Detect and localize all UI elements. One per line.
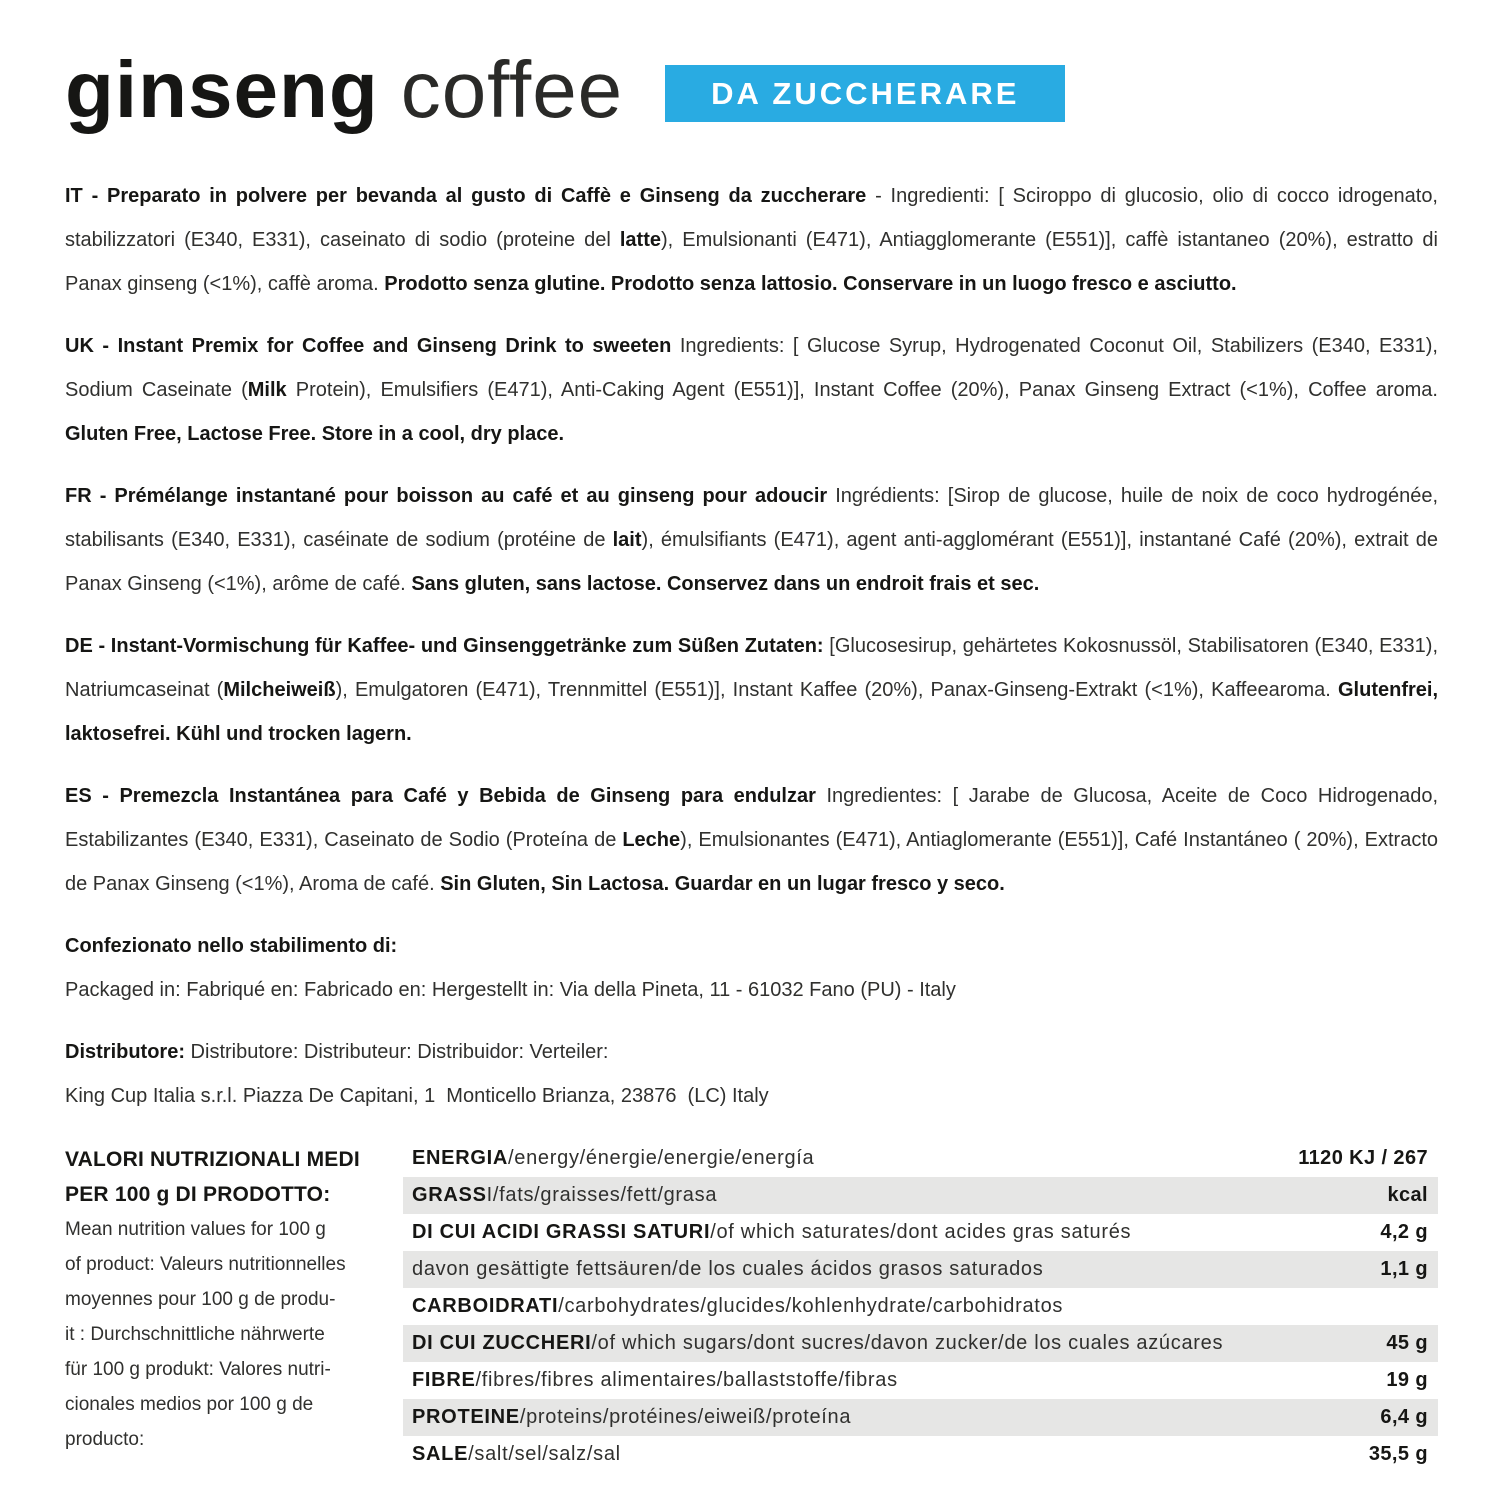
nutrition-row-label-light: /of which sugars/dont sucres/davon zucker/de los cuales azúcares — [591, 1332, 1224, 1354]
nutrition-row-label-light: /fibres/fibres alimentaires/ballaststoffe/fibras — [475, 1369, 898, 1391]
nutrition-row-value: 6,4 g — [1380, 1406, 1428, 1428]
product-title-secondary: coffee — [400, 45, 624, 134]
nutrition-row-label-light: I/fats/graisses/fett/grasa — [486, 1184, 718, 1206]
text-segment: [Glucosesirup, gehärtetes Kokosnussöl, Stabilisatoren (E340, E331), Natriumcaseinat ( — [65, 635, 1444, 701]
nutrition-row-label — [412, 1147, 814, 1170]
sweeten-badge: DA ZUCCHERARE — [665, 65, 1065, 122]
nutrition-row-value: 35,5 g — [1368, 1443, 1428, 1465]
nutrition-row-label-bold: DI CUI ACIDI GRASSI SATURI — [412, 1221, 711, 1243]
text-segment: Sin Gluten, Sin Lactosa. Guardar en un lugar fresco y seco. — [440, 873, 1005, 895]
nutrition-row-label-light: /of which saturates/dont acides gras saturés — [710, 1221, 1132, 1243]
nutrition-row-value: 1,1 g — [1380, 1258, 1428, 1280]
text-segment: Glutenfrei, laktosefrei. Kühl und trocken lagern. — [65, 679, 1444, 745]
packaging-block — [65, 924, 1438, 1012]
text-segment: Ingrédients: [Sirop de glucose, huile de noix de coco hydrogénée, stabilisants (E340, E331), caséinate de sodium (protéine de — [65, 485, 1444, 551]
nutrition-left-text-line: of product: Valeurs nutritionnelles — [65, 1254, 346, 1275]
nutrition-row-value: 45 g — [1386, 1332, 1428, 1354]
product-title — [65, 42, 623, 138]
distributor-heading — [65, 1030, 1438, 1074]
text-segment: Ingredients: [ Glucose Syrup, Hydrogenated Coconut Oil, Stabilizers (E340, E331), Sodium Caseinate ( — [65, 335, 1444, 401]
text-segment: ), Emulsionantes (E471), Antiaglomerante (E551)], Café Instantáneo ( 20%), Extracto de Panax Ginseng (<1%), Aroma de café. — [65, 829, 1444, 895]
nutrition-row-saturi-2 — [403, 1251, 1438, 1288]
nutrition-left-text-line: Mean nutrition values for 100 g — [65, 1219, 326, 1240]
nutrition-row-label-light: /carbohydrates/glucides/kohlenhydrate/carbohidratos — [558, 1295, 1064, 1317]
distributor-address: King Cup Italia s.r.l. Piazza De Capitani, 1 Monticello Brianza, 23876 (LC) Italy — [65, 1085, 769, 1107]
nutrition-row-label-bold: FIBRE — [412, 1369, 476, 1391]
nutrition-row-label — [412, 1406, 851, 1429]
text-segment: IT - Preparato in polvere per bevanda al gusto di Caffè e Ginseng da zuccherare — [65, 185, 867, 207]
nutrition-row-label — [412, 1221, 1131, 1244]
nutrition-row-label — [412, 1369, 898, 1392]
nutrition-row-grassi — [403, 1177, 1438, 1214]
ingredients-paragraph-de — [65, 624, 1444, 756]
ingredients-section — [65, 174, 1444, 906]
nutrition-row-proteine — [403, 1399, 1438, 1436]
nutrition-row-energia — [403, 1140, 1438, 1177]
packaging-heading-text: Confezionato nello stabilimento di: — [65, 935, 398, 957]
text-segment: Protein), Emulsifiers (E471), Anti-Caking Agent (E551)], Instant Coffee (20%), Panax Ginseng Extract (<1%), Coffee aroma. — [286, 379, 1444, 401]
nutrition-left-text-line: it : Durchschnittliche nährwerte — [65, 1324, 325, 1345]
nutrition-row-carboidrati — [403, 1288, 1438, 1325]
ingredients-paragraph-fr — [65, 474, 1444, 606]
distributor-block — [65, 1030, 1438, 1118]
text-segment: Gluten Free, Lactose Free. Store in a cool, dry place. — [65, 423, 565, 445]
text-segment: UK - Instant Premix for Coffee and Ginseng Drink to sweeten — [65, 335, 672, 357]
nutrition-row-label-bold: ENERGIA — [412, 1147, 509, 1169]
text-segment: FR - Prémélange instantané pour boisson au café et au ginseng pour adoucir — [65, 485, 828, 507]
text-segment: Sans gluten, sans lactose. Conservez dans un endroit frais et sec. — [411, 573, 1040, 595]
nutrition-row-label-bold: SALE — [412, 1443, 469, 1465]
nutrition-row-label-bold: PROTEINE — [412, 1406, 520, 1428]
nutrition-left-text-line: für 100 g produkt: Valores nutri- — [65, 1359, 331, 1380]
text-segment: lait — [612, 529, 642, 551]
ingredients-paragraph-it — [65, 174, 1444, 306]
distributor-heading-rest: Distributore: Distributeur: Distribuidor: Verteiler: — [185, 1041, 609, 1063]
text-segment: Leche — [622, 829, 681, 851]
nutrition-row-label-bold: GRASS — [412, 1184, 487, 1206]
nutrition-row-label — [412, 1184, 717, 1207]
nutrition-left-text-line: producto: — [65, 1429, 145, 1450]
nutrition-row-label — [412, 1332, 1223, 1355]
text-segment: ), Emulgatoren (E471), Trennmittel (E551)], Instant Kaffee (20%), Panax-Ginseng-Extrakt (<1%), Kaffeearoma. — [335, 679, 1338, 701]
product-title-main: ginseng — [65, 45, 379, 134]
nutrition-left-column — [65, 1140, 403, 1473]
text-segment: Milk — [247, 379, 287, 401]
nutrition-row-label — [412, 1258, 1043, 1281]
text-segment: Ingredientes: [ Jarabe de Glucosa, Aceite de Coco Hidrogenado, Estabilizantes (E340, E331), Caseinato de Sodio (Proteína de — [65, 785, 1444, 851]
nutrition-row-value: kcal — [1387, 1184, 1428, 1206]
nutrition-row-label-light: davon gesättigte fettsäuren/de los cuales ácidos grasos saturados — [412, 1258, 1044, 1280]
distributor-heading-bold: Distributore: — [65, 1041, 185, 1063]
nutrition-row-label-light: /energy/énergie/energie/energía — [508, 1147, 815, 1169]
nutrition-row-sale — [403, 1436, 1438, 1473]
nutrition-left-heading-line: PER 100 g DI PRODOTTO: — [65, 1183, 331, 1206]
packaging-address: Packaged in: Fabriqué en: Fabricado en: Hergestellt in: Via della Pineta, 11 - 61032 Fano (PU) - Italy — [65, 979, 956, 1001]
nutrition-row-label-light: /proteins/protéines/eiweiß/proteína — [519, 1406, 852, 1428]
nutrition-left-text-line: cionales medios por 100 g de — [65, 1394, 314, 1415]
nutrition-row-value: 19 g — [1386, 1369, 1428, 1391]
nutrition-row-value: 4,2 g — [1380, 1221, 1428, 1243]
text-segment: - Ingredienti: [ Sciroppo di glucosio, olio di cocco idrogenato, stabilizzatori (E340, E331), caseinato di sodio (proteine del — [65, 185, 1444, 251]
nutrition-section — [65, 1140, 1438, 1473]
text-segment: ), émulsifiants (E471), agent anti-agglomérant (E551)], instantané Café (20%), extrait de Panax Ginseng (<1%), arôme de café. — [65, 529, 1444, 595]
ingredients-paragraph-es — [65, 774, 1444, 906]
text-segment: DE - Instant-Vormischung für Kaffee- und Ginsenggetränke zum Süßen Zutaten: — [65, 635, 824, 657]
nutrition-row-value: 1120 KJ / 267 — [1298, 1147, 1428, 1169]
nutrition-row-label-bold: DI CUI ZUCCHERI — [412, 1332, 592, 1354]
text-segment: latte — [619, 229, 661, 251]
nutrition-row-saturi — [403, 1214, 1438, 1251]
nutrition-left-heading-line: VALORI NUTRIZIONALI MEDI — [65, 1148, 360, 1171]
text-segment: ), Emulsionanti (E471), Antiagglomerante (E551)], caffè istantaneo (20%), estratto di Panax ginseng (<1%), caffè aroma. — [65, 229, 1444, 295]
text-segment: Prodotto senza glutine. Prodotto senza lattosio. Conservare in un luogo fresco e asciutto. — [384, 273, 1237, 295]
text-segment: ES - Premezcla Instantánea para Café y Bebida de Ginseng para endulzar — [65, 785, 816, 807]
header — [65, 42, 1438, 138]
nutrition-row-zuccheri — [403, 1325, 1438, 1362]
nutrition-row-label-bold: CARBOIDRATI — [412, 1295, 559, 1317]
nutrition-row-label — [412, 1443, 621, 1466]
nutrition-left-text-line: moyennes pour 100 g de produ- — [65, 1289, 336, 1310]
text-segment: Milcheiweiß — [223, 679, 336, 701]
ingredients-paragraph-uk — [65, 324, 1444, 456]
nutrition-table — [403, 1140, 1438, 1473]
nutrition-row-label — [412, 1295, 1063, 1318]
nutrition-row-label-light: /salt/sel/salz/sal — [468, 1443, 621, 1465]
nutrition-row-fibre — [403, 1362, 1438, 1399]
packaging-heading — [65, 924, 1438, 968]
